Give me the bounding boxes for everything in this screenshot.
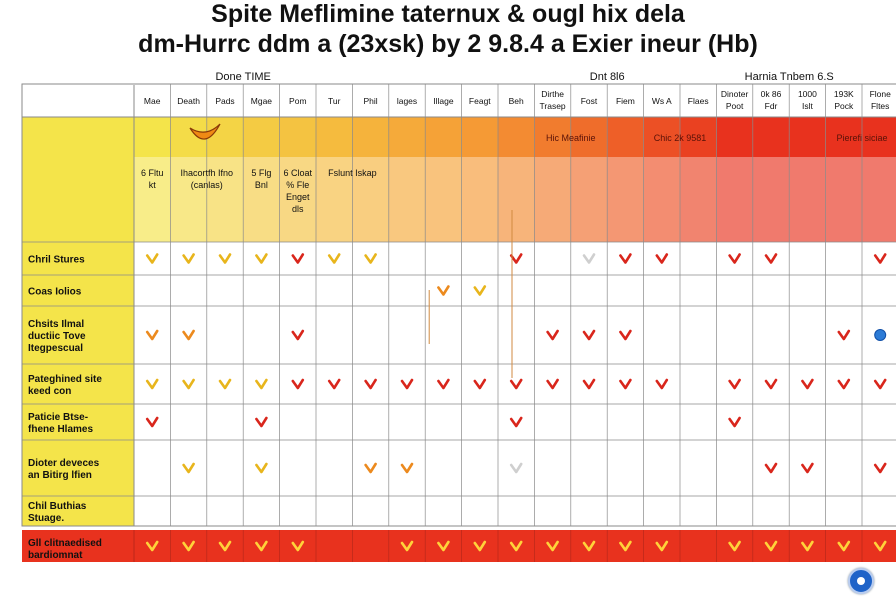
check-mark	[184, 464, 194, 472]
check-mark	[657, 380, 667, 388]
check-mark	[293, 380, 303, 388]
header-note: 6 Fltu	[140, 168, 164, 178]
check-mark	[366, 255, 376, 263]
column-header: 0k 86	[760, 89, 782, 99]
header-note: % Fle	[286, 180, 310, 190]
check-mark	[620, 331, 630, 339]
row-label: Pateghined site	[28, 374, 102, 385]
check-mark	[584, 331, 594, 339]
column-header: Islt	[801, 101, 813, 111]
check-mark	[147, 331, 157, 339]
group-header: Harnia Tnbem 6.S	[744, 71, 834, 83]
check-mark	[184, 380, 194, 388]
check-mark	[657, 255, 667, 263]
check-mark	[548, 331, 558, 339]
check-mark	[147, 418, 157, 426]
row-label: Coas Iolios	[28, 286, 82, 298]
band-cell-strong	[389, 117, 425, 157]
band-cell-pale	[862, 157, 896, 242]
column-header: Fdr	[764, 101, 778, 111]
check-mark	[256, 380, 266, 388]
column-header: Pads	[215, 96, 235, 106]
check-mark	[766, 464, 776, 472]
band-cell-pale	[462, 157, 498, 242]
check-mark	[584, 255, 594, 263]
band-cell-strong	[462, 117, 498, 157]
column-header: Flaes	[687, 96, 709, 106]
chart-subtitle: dm-Hurrc ddm a (23xsk) by 2 9.8.4 a Exier ineur (Hb)	[138, 30, 758, 58]
row-label: Itegpescual	[28, 343, 84, 354]
check-mark	[511, 380, 521, 388]
check-mark	[220, 380, 230, 388]
check-mark	[475, 380, 485, 388]
check-mark	[802, 380, 812, 388]
band-cell-pale	[534, 157, 570, 242]
header-note: Enget	[286, 192, 310, 202]
check-mark	[839, 331, 849, 339]
band-cell-strong	[243, 117, 279, 157]
header-note: Ihacortfh Ifno	[180, 168, 234, 178]
footer-label: bardiomnat	[28, 550, 83, 561]
check-mark	[875, 330, 886, 341]
band-cell-pale	[789, 157, 825, 242]
band-cell-strong	[607, 117, 643, 157]
column-header: 1000	[797, 89, 817, 99]
check-mark	[402, 380, 412, 388]
band-cell-pale	[716, 157, 752, 242]
dot-icon	[857, 577, 865, 585]
column-header: Fltes	[870, 101, 890, 111]
band-cell-pale	[389, 157, 425, 242]
column-header: Fost	[580, 96, 598, 106]
band-cell-strong	[753, 117, 789, 157]
band-cell-pale	[826, 157, 862, 242]
check-mark	[402, 464, 412, 472]
row-label: ductiic Tove	[28, 331, 86, 342]
check-mark	[875, 255, 885, 263]
column-header: Feagt	[468, 96, 491, 106]
check-mark	[147, 255, 157, 263]
header-note: 5 Flg	[251, 168, 272, 178]
band-cell-strong	[498, 117, 534, 157]
column-header: Poot	[725, 101, 744, 111]
check-mark	[511, 464, 521, 472]
check-mark	[293, 255, 303, 263]
band-cell-pale	[498, 157, 534, 242]
check-mark	[730, 418, 740, 426]
check-mark	[366, 464, 376, 472]
check-mark	[730, 255, 740, 263]
check-mark	[511, 255, 521, 263]
check-mark	[256, 418, 266, 426]
check-mark	[329, 255, 339, 263]
column-header: Mae	[143, 96, 161, 106]
column-header: Mgae	[250, 96, 273, 106]
row-label: Chil Buthias	[28, 501, 87, 512]
column-header: lages	[396, 96, 418, 106]
check-mark	[766, 380, 776, 388]
row-label: Dioter deveces	[28, 458, 100, 469]
band-cell-strong	[352, 117, 388, 157]
column-header: Fiem	[615, 96, 635, 106]
group-header: Done TIME	[215, 71, 271, 83]
row-label: fhene Hlames	[28, 424, 94, 435]
column-header: Dirthe	[541, 89, 564, 99]
chart-title: Spite Meflimine taternux & ougl hix dela	[211, 0, 685, 28]
band-cell-strong	[716, 117, 752, 157]
check-mark	[293, 331, 303, 339]
band-cell-strong	[207, 117, 243, 157]
check-mark	[730, 380, 740, 388]
band-cell-strong	[316, 117, 352, 157]
label-band	[22, 117, 134, 242]
header-note: 6 Cloat	[283, 168, 313, 178]
check-mark	[184, 255, 194, 263]
column-header: Ws A	[651, 96, 672, 106]
check-mark	[438, 287, 448, 295]
check-mark	[438, 380, 448, 388]
row-label: Chril Stures	[28, 254, 85, 266]
header-note: Bnl	[254, 180, 268, 190]
check-mark	[839, 380, 849, 388]
column-header: Tur	[327, 96, 341, 106]
group-header: Dnt 8l6	[589, 71, 625, 83]
band-cell-pale	[644, 157, 680, 242]
header-note: Fslunt Iskap	[328, 168, 377, 178]
check-mark	[366, 380, 376, 388]
column-header: 193K	[833, 89, 854, 99]
band-cell-pale	[680, 157, 716, 242]
scroll-top-button[interactable]	[848, 568, 874, 594]
band-note: Hic Meafinie	[546, 133, 596, 143]
band-cell-pale	[753, 157, 789, 242]
column-header: Phil	[363, 96, 378, 106]
band-cell-strong	[280, 117, 316, 157]
check-mark	[184, 331, 194, 339]
check-mark	[766, 255, 776, 263]
column-header: Trasep	[539, 101, 566, 111]
check-mark	[875, 464, 885, 472]
header-note: dls	[292, 204, 304, 214]
check-mark	[511, 418, 521, 426]
check-mark	[802, 464, 812, 472]
band-cell-strong	[134, 117, 170, 157]
band-note: Pierefi siciae	[836, 133, 888, 143]
check-mark	[220, 255, 230, 263]
check-mark	[584, 380, 594, 388]
band-note: Chic 2k 9581	[653, 133, 707, 143]
column-header: Pom	[289, 96, 307, 106]
header-note: (canlas)	[190, 180, 223, 190]
band-cell-strong	[789, 117, 825, 157]
band-cell-pale	[425, 157, 461, 242]
check-mark	[475, 287, 485, 295]
check-mark	[548, 380, 558, 388]
row-label: Chsits Ilmal	[28, 319, 85, 330]
band-cell-strong	[425, 117, 461, 157]
row-label: Stuage.	[28, 513, 65, 524]
check-mark	[620, 255, 630, 263]
row-label: an Bitirg lfien	[28, 470, 92, 481]
row-label: keed con	[28, 386, 72, 397]
band-cell-pale	[571, 157, 607, 242]
column-header: Pock	[834, 101, 854, 111]
column-header: Flone	[869, 89, 891, 99]
column-header: Death	[177, 96, 200, 106]
column-header: Beh	[508, 96, 524, 106]
check-mark	[147, 380, 157, 388]
check-mark	[256, 464, 266, 472]
check-mark	[256, 255, 266, 263]
check-mark	[620, 380, 630, 388]
footer-label: Gll clitnaedised	[28, 538, 102, 549]
column-header: Dinoter	[720, 89, 749, 99]
column-header: Illage	[433, 96, 454, 106]
check-mark	[875, 380, 885, 388]
header-note: kt	[148, 180, 156, 190]
row-label: Paticie Btse-	[28, 412, 89, 423]
band-cell-pale	[607, 157, 643, 242]
check-mark	[329, 380, 339, 388]
footer-band	[22, 530, 896, 562]
